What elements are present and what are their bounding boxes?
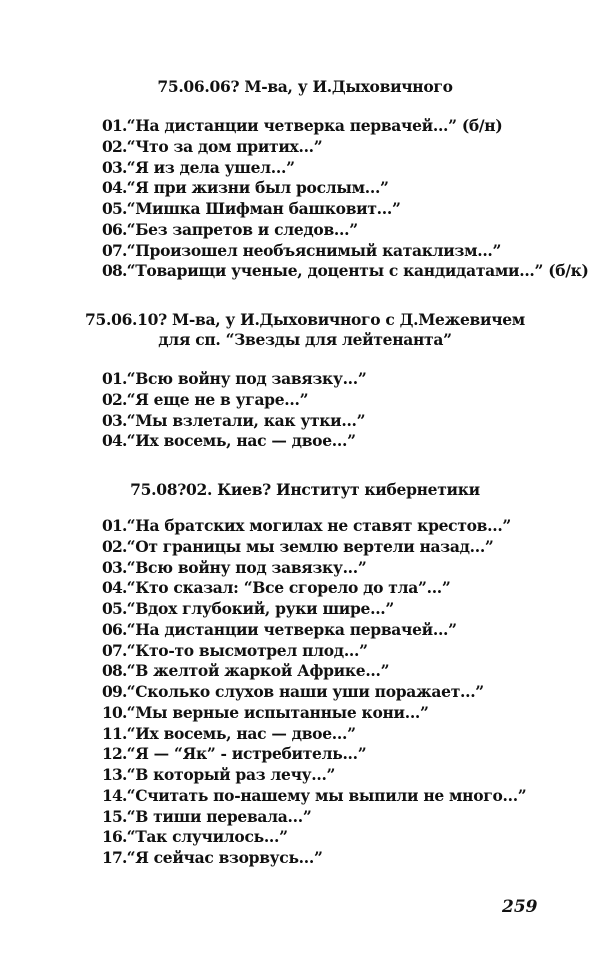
song-list-item [102, 369, 366, 390]
section-1-heading [60, 77, 550, 97]
song-list-item [102, 620, 526, 641]
song-title: “Товарищи ученые, доценты с кандидатами...” (б/к) [126, 261, 589, 281]
item-number: 08. [102, 661, 127, 681]
song-title: “Кто сказал: “Все сгорело до тла”...” [126, 578, 451, 598]
song-list-item [102, 744, 526, 765]
song-title: “Всю войну под завязку...” [126, 369, 367, 388]
song-list-item [102, 765, 526, 786]
item-number: 16. [102, 827, 127, 847]
item-number: 05. [102, 199, 127, 218]
song-list-item [102, 724, 526, 745]
song-title: “Считать по-нашему мы выпили не много...” [126, 785, 527, 805]
song-list-item [102, 578, 526, 599]
song-list-item [102, 220, 589, 241]
song-list-item [102, 827, 526, 848]
item-number: 15. [102, 806, 127, 826]
song-list-item [102, 137, 589, 158]
item-number: 04. [102, 578, 127, 598]
song-title: “Я — “Як” - истребитель...” [126, 744, 367, 764]
song-title: “Что за дом притих...” [126, 136, 323, 156]
song-title: “Я еще не в угаре...” [126, 389, 309, 409]
song-list-item [102, 807, 526, 828]
song-list-item [102, 390, 366, 411]
song-list-item [102, 848, 526, 869]
song-list-item [102, 516, 526, 537]
song-list-item [102, 599, 526, 620]
song-list-item [102, 703, 526, 724]
song-list-item [102, 158, 589, 179]
item-number: 01. [102, 116, 127, 135]
song-list-item [102, 558, 526, 579]
song-title: “В который раз лечу...” [126, 765, 336, 784]
item-number: 08. [102, 261, 127, 281]
song-list-item [102, 537, 526, 558]
item-number: 01. [102, 516, 127, 535]
item-number: 02. [102, 536, 127, 556]
item-number: 03. [102, 410, 127, 430]
item-number: 06. [102, 219, 127, 239]
song-list-item [102, 431, 366, 452]
song-list-item [102, 411, 366, 432]
song-title: “Я сейчас взорвусь...” [126, 848, 323, 867]
song-list-item [102, 786, 526, 807]
song-title: “Мишка Шифман башковит...” [126, 199, 401, 218]
song-title: “В тиши перевала...” [126, 806, 312, 826]
item-number: 14. [102, 785, 127, 805]
section-heading-line: для сп. “Звезды для лейтенанта” [158, 330, 452, 349]
item-number: 06. [102, 619, 127, 639]
song-title: “Всю войну под завязку...” [126, 557, 367, 577]
song-title: “Сколько слухов наши уши поражает...” [126, 682, 484, 701]
song-list-item [102, 682, 526, 703]
item-number: 02. [102, 389, 127, 409]
song-title: “Кто-то высмотрел плод...” [126, 640, 368, 660]
song-title: “Я при жизни был рослым...” [126, 178, 389, 198]
song-list-item [102, 641, 526, 662]
item-number: 13. [102, 765, 127, 784]
song-title: “Произошел необъяснимый катаклизм...” [126, 240, 502, 260]
item-number: 05. [102, 599, 127, 618]
song-title: “Так случилось...” [126, 827, 288, 847]
song-title: “Их восемь, нас — двое...” [126, 431, 356, 451]
song-list-item [102, 661, 526, 682]
item-number: 07. [102, 640, 127, 660]
song-list-item [102, 116, 589, 137]
song-title: “Без запретов и следов...” [126, 219, 358, 239]
item-number: 02. [102, 136, 127, 156]
item-number: 11. [102, 723, 127, 743]
section-heading-line: 75.06.06? М-ва, у И.Дыховичного [157, 77, 453, 96]
item-number: 07. [102, 240, 127, 260]
song-title: “Их восемь, нас — двое...” [126, 723, 356, 743]
item-number: 10. [102, 702, 127, 722]
section-2-song-list [102, 369, 366, 452]
item-number: 04. [102, 178, 127, 198]
song-title: “Мы верные испытанные кони...” [126, 702, 429, 722]
song-title: “На дистанции четверка первачей...” (б/н) [126, 116, 503, 135]
song-title: “От границы мы землю вертели назад...” [126, 536, 494, 556]
song-list-item [102, 261, 589, 282]
section-heading-line: 75.08?02. Киев? Институт кибернетики [130, 480, 480, 499]
section-2-heading [60, 310, 550, 350]
item-number: 03. [102, 157, 127, 177]
item-number: 04. [102, 431, 127, 451]
item-number: 01. [102, 369, 127, 388]
item-number: 17. [102, 848, 127, 867]
song-title: “Мы взлетали, как утки...” [126, 410, 366, 430]
song-title: “На братских могилах не ставят крестов...” [126, 516, 512, 535]
item-number: 12. [102, 744, 127, 764]
song-title: “Вдох глубокий, руки шире...” [126, 599, 395, 618]
section-3-song-list [102, 516, 526, 869]
section-1-song-list [102, 116, 589, 282]
page-number: 259 [502, 897, 538, 917]
section-heading-line: 75.06.10? М-ва, у И.Дыховичного с Д.Межевичем [85, 310, 525, 329]
item-number: 09. [102, 682, 127, 701]
item-number: 03. [102, 557, 127, 577]
song-list-item [102, 241, 589, 262]
song-title: “В желтой жаркой Африке...” [126, 661, 390, 681]
song-title: “Я из дела ушел...” [126, 157, 295, 177]
section-3-heading [60, 480, 550, 500]
song-title: “На дистанции четверка первачей...” [126, 619, 457, 639]
song-list-item [102, 178, 589, 199]
song-list-item [102, 199, 589, 220]
